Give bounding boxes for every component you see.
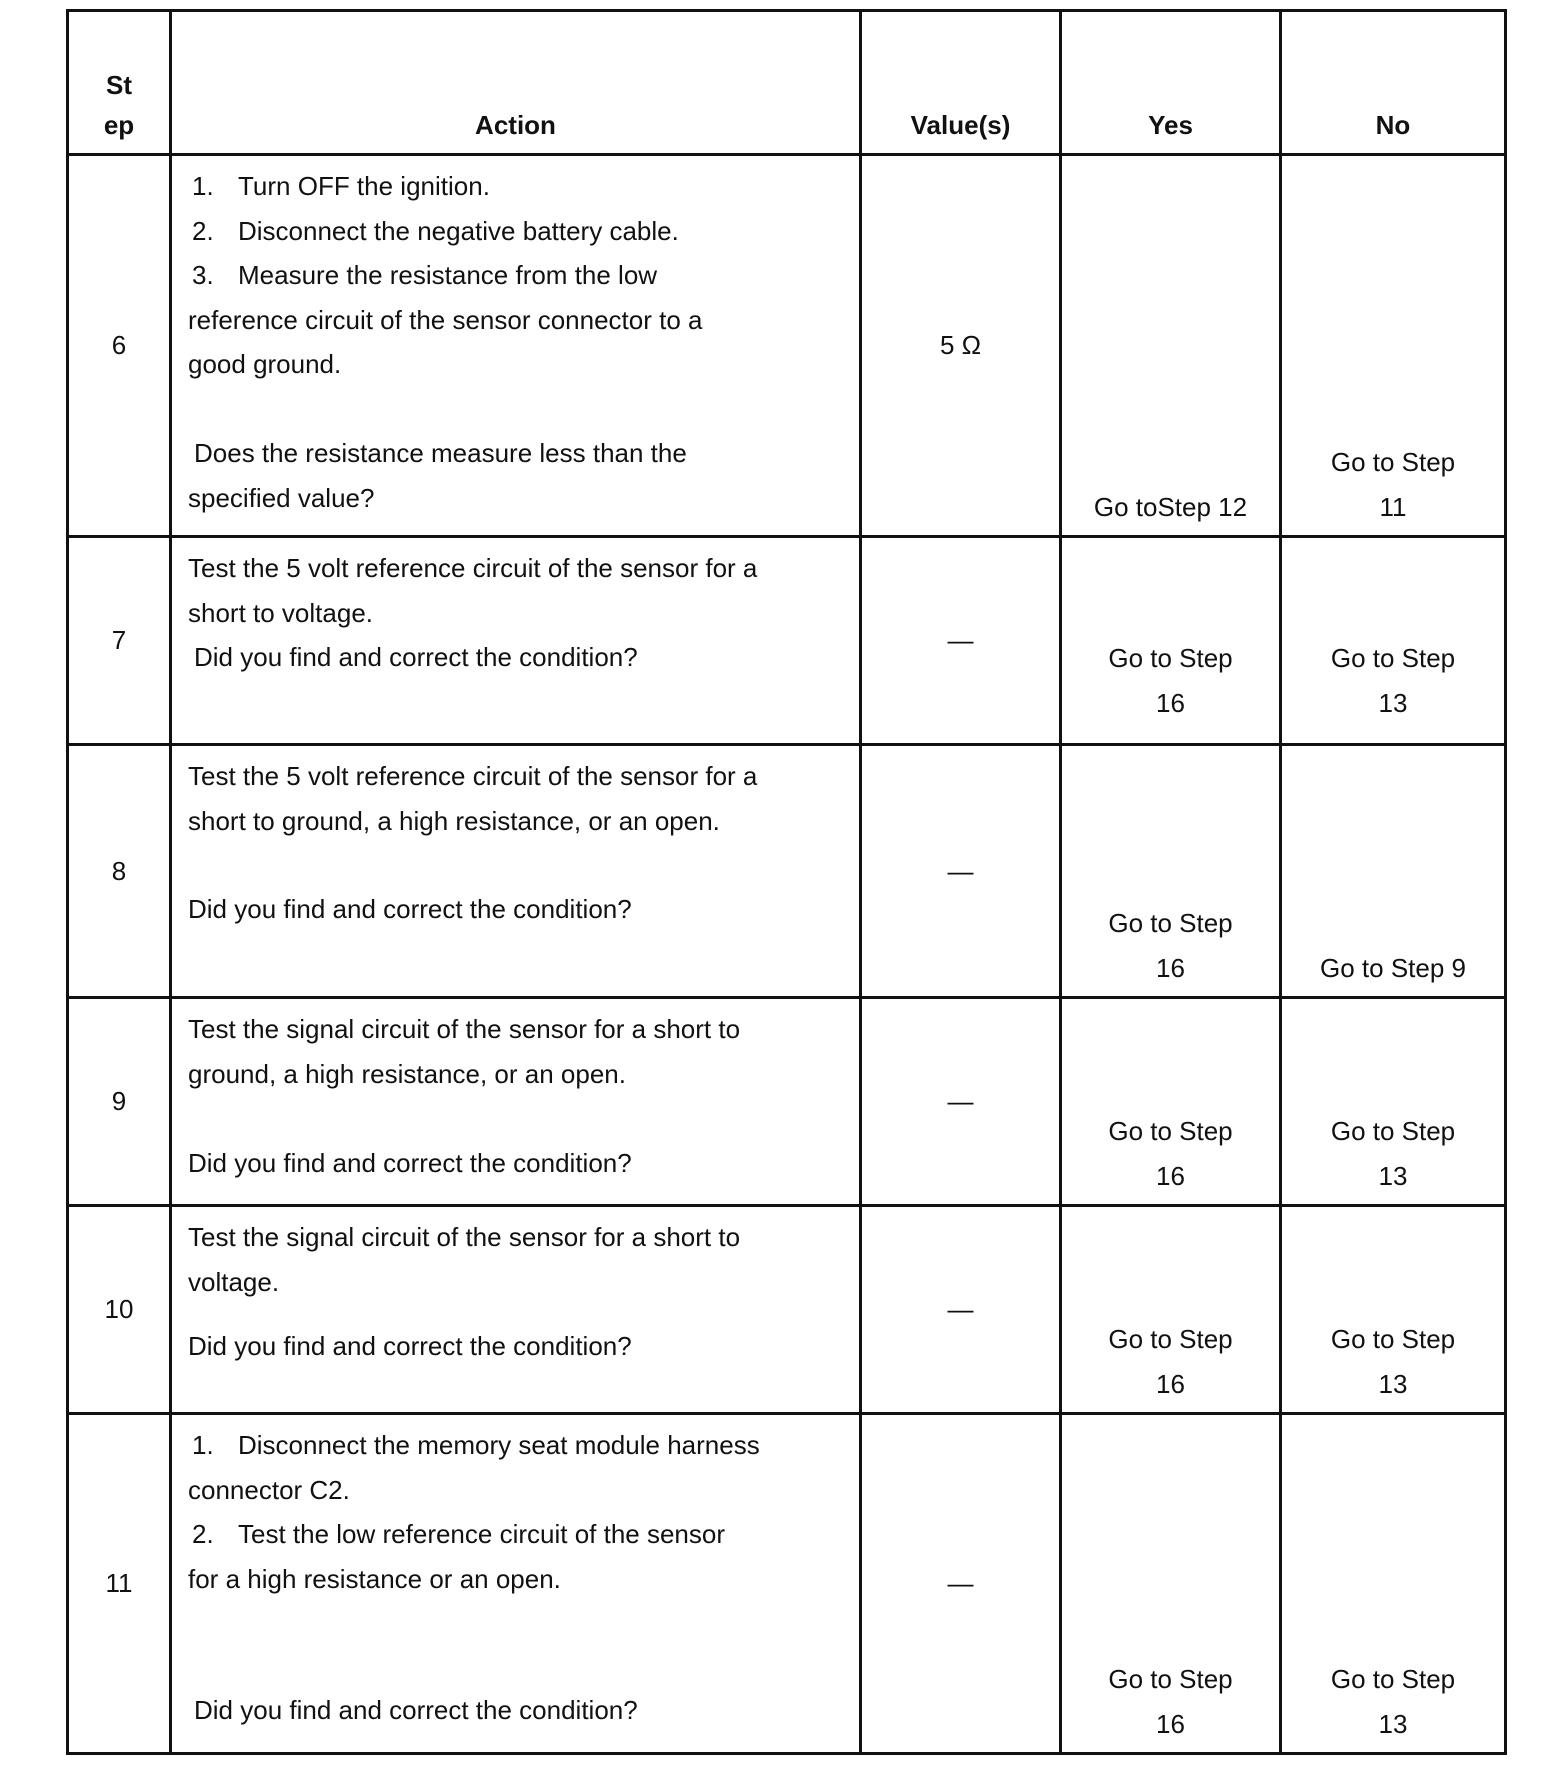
header-action: Action [171, 11, 861, 155]
action-text: Test the 5 volt reference circuit of the sensor for a [188, 761, 758, 791]
action-question: Did you find and correct the condition? [188, 894, 632, 924]
no-text: Go to Step [1330, 1116, 1456, 1146]
no-cell [1281, 155, 1506, 537]
action-text: ground, a high resistance, or an open. [188, 1058, 626, 1089]
action-text: voltage. [188, 1266, 280, 1297]
action-text: Turn OFF the ignition. [238, 171, 490, 201]
step-number: 6 [68, 155, 171, 537]
step-number: 10 [68, 1206, 171, 1414]
step-number: 8 [68, 745, 171, 998]
action-text: Test the signal circuit of the sensor for a short to [188, 1222, 741, 1252]
action-question: Did you find and correct the condition? [194, 642, 638, 672]
yes-text: 16 [1156, 1708, 1185, 1739]
no-text: 13 [1378, 687, 1408, 718]
action-cell [171, 998, 861, 1206]
no-text: Go to Step [1330, 1664, 1456, 1694]
no-text: Go to Step [1330, 447, 1456, 477]
no-text: Go to Step [1330, 1324, 1456, 1354]
value-cell: 5 Ω [861, 155, 1061, 537]
value-cell: — [861, 1206, 1061, 1414]
no-text: 13 [1378, 1160, 1408, 1191]
action-cell: 1. Turn OFF the ignition. 2. Disconnect the negative battery cable. 3. Measure the resistance from the low reference circuit of the sensor connector to a good ground. Does the resistance measure less than the specified value? [171, 155, 861, 537]
action-text: for a high resistance or an open. [188, 1563, 561, 1594]
action-question: Does the resistance measure less than the [194, 438, 687, 468]
action-cell: 1. Disconnect the memory seat module harness connector C2. 2. Test the low reference circuit of the sensor for a high resistance or an open. Did you find and correct the condition? [171, 1414, 861, 1754]
action-text: reference circuit of the sensor connector to a [188, 304, 703, 335]
no-text: 13 [1378, 1368, 1408, 1399]
yes-text: Go to Step [1108, 1664, 1233, 1694]
table-row [68, 1206, 1506, 1414]
value-cell: — [861, 537, 1061, 745]
action-text: Test the low reference circuit of the sensor [238, 1519, 726, 1549]
action-question: Did you find and correct the condition? [188, 1331, 632, 1361]
action-question: Did you find and correct the condition? [188, 1147, 632, 1178]
step-number: 7 [68, 537, 171, 745]
header-step [68, 11, 171, 155]
no-cell [1281, 1414, 1506, 1754]
action-question: specified value? [188, 482, 375, 513]
no-cell [1281, 745, 1506, 998]
action-cell [171, 1206, 861, 1414]
no-text: 11 [1379, 491, 1407, 522]
table-row [68, 745, 1506, 998]
no-text: 13 [1378, 1708, 1408, 1739]
no-text: Go to Step 9 [1320, 952, 1466, 983]
table-row [68, 537, 1506, 745]
yes-cell [1061, 1206, 1281, 1414]
table-row [68, 998, 1506, 1206]
no-cell [1281, 1206, 1506, 1414]
table-row [68, 155, 1506, 537]
header-values: Value(s) [861, 11, 1061, 155]
yes-text: 16 [1156, 952, 1185, 983]
no-text: Go to Step [1330, 643, 1456, 673]
no-cell [1281, 998, 1506, 1206]
value-cell: — [861, 745, 1061, 998]
header-step-line2: ep [103, 110, 135, 140]
action-text: Measure the resistance from the low [238, 260, 658, 290]
action-question: Did you find and correct the condition? [194, 1694, 638, 1725]
diagnostic-table [66, 9, 1507, 1755]
yes-cell [1061, 1414, 1281, 1754]
yes-text: Go toStep 12 [1093, 491, 1248, 522]
action-text: short to ground, a high resistance, or an open. [188, 805, 720, 836]
action-text: good ground. [188, 349, 342, 379]
yes-cell [1061, 998, 1281, 1206]
yes-cell [1061, 537, 1281, 745]
header-no: No [1281, 11, 1506, 155]
yes-text: Go to Step [1108, 908, 1233, 938]
step-number: 9 [68, 998, 171, 1206]
action-text: Disconnect the negative battery cable. [238, 215, 679, 246]
action-cell [171, 745, 861, 998]
yes-text: 16 [1156, 687, 1185, 718]
value-cell: — [861, 998, 1061, 1206]
value-cell: — [861, 1414, 1061, 1754]
yes-text: 16 [1156, 1368, 1185, 1399]
yes-cell [1061, 745, 1281, 998]
header-yes: Yes [1061, 11, 1281, 155]
header-row [68, 11, 1506, 155]
table-row [68, 1414, 1506, 1754]
action-text: connector C2. [188, 1474, 350, 1505]
action-text: short to voltage. [188, 597, 373, 628]
step-number: 11 [68, 1414, 171, 1754]
yes-text: Go to Step [1108, 1324, 1233, 1354]
yes-text: 16 [1156, 1160, 1185, 1191]
header-step-line1: St [106, 70, 132, 100]
yes-cell [1061, 155, 1281, 537]
yes-text: Go to Step [1108, 643, 1233, 673]
action-text: Disconnect the memory seat module harness [238, 1430, 760, 1460]
action-text: Test the 5 volt reference circuit of the sensor for a [188, 553, 758, 583]
action-text: Test the signal circuit of the sensor for a short to [188, 1014, 741, 1044]
no-cell [1281, 537, 1506, 745]
action-cell [171, 537, 861, 745]
yes-text: Go to Step [1108, 1116, 1233, 1146]
